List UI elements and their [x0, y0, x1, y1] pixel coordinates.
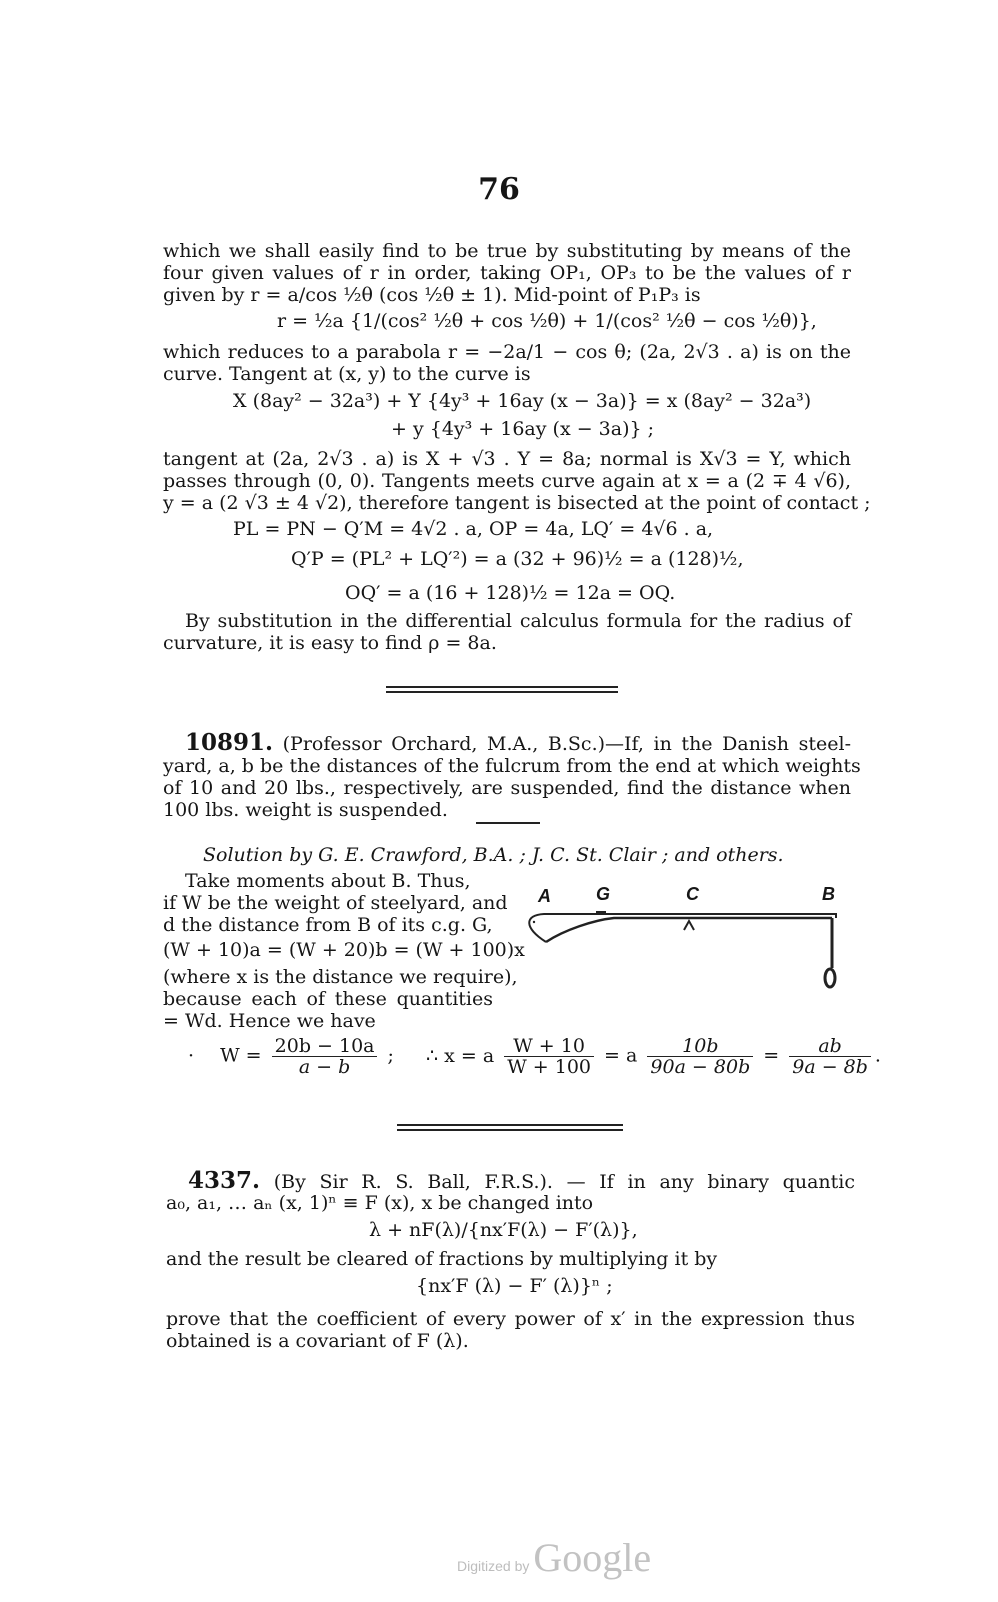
short-rule — [476, 822, 540, 824]
question-text: (Professor Orchard, M.A., B.Sc.)—If, in the Danish steel- — [282, 733, 851, 755]
equation: OQ′ = a (16 + 128)½ = 12a = OQ. — [345, 582, 676, 604]
equation: X (8ay² − 32a³) + Y {4y³ + 16ay (x − 3a)} = x (8ay² − 32a³) — [233, 390, 812, 412]
text-line: because each of these quantities — [163, 988, 493, 1010]
solution-credit: Solution by G. E. Crawford, B.A. ; J. C. St. Clair ; and others. — [203, 844, 784, 866]
equation: {nx′F (λ) − F′ (λ)}ⁿ ; — [416, 1275, 613, 1297]
fraction-1: $\frac{W + 10}{W + 100}$ — [504, 1036, 594, 1077]
equation: Q′P = (PL² + LQ′²) = a (32 + 96)½ = a (128)½, — [291, 548, 744, 570]
double-rule-bottom — [397, 1129, 623, 1131]
text-line: = Wd. Hence we have — [163, 1010, 376, 1032]
question-10891-heading — [185, 729, 851, 756]
label-b: B — [822, 884, 835, 904]
steelyard-figure — [524, 884, 876, 1030]
result-equation: · W = $\frac{20b - 10a}{a - b}$ ; ∴ x = a $\frac{W + 10}{W + 100}$ = a $\frac{10b}{90a - 80b}$ = $\frac{ab}{9a - 8b}$ . — [188, 1035, 881, 1078]
text-line: tangent at (2a, 2√3 . a) is X + √3 . Y = 8a; normal is X√3 = Y, which — [163, 448, 851, 470]
text-line: curve. Tangent at (x, y) to the curve is — [163, 363, 531, 385]
text-line: given by r = a/cos ½θ (cos ½θ ± 1). Mid-point of P₁P₃ is — [163, 284, 701, 306]
question-4337-heading — [188, 1167, 856, 1194]
page-number: 76 — [478, 172, 520, 207]
equation: (W + 10)a = (W + 20)b = (W + 100)x — [163, 939, 525, 961]
text-line: By substitution in the differential calculus formula for the radius of — [185, 610, 851, 632]
question-text: (By Sir R. S. Ball, F.R.S.). — If in any binary quantic — [273, 1171, 856, 1193]
w-lhs: W = — [220, 1044, 262, 1067]
text-line: of 10 and 20 lbs., respectively, are suspended, find the distance when — [163, 777, 851, 799]
equation: PL = PN − Q′M = 4√2 . a, OP = 4a, LQ′ = 4√6 . a, — [233, 518, 714, 540]
equation: + y {4y³ + 16ay (x − 3a)} ; — [391, 418, 655, 440]
double-rule-top — [397, 1124, 623, 1126]
text-line: a₀, a₁, … aₙ (x, 1)ⁿ ≡ F (x), x be changed into — [166, 1192, 594, 1214]
text-line: if W be the weight of steelyard, and — [163, 892, 508, 914]
text-line: which reduces to a parabola r = −2a/1 − cos θ; (2a, 2√3 . a) is on the — [163, 341, 851, 363]
text-line: obtained is a covariant of F (λ). — [166, 1330, 469, 1352]
text-line: yard, a, b be the distances of the fulcrum from the end at which weights — [163, 755, 861, 777]
fraction-3: $\frac{ab}{9a - 8b}$ — [789, 1036, 871, 1077]
text-line: 100 lbs. weight is suspended. — [163, 799, 448, 821]
text-line: Take moments about B. Thus, — [185, 870, 471, 892]
label-a: A — [538, 886, 551, 906]
text-line: d the distance from B of its c.g. G, — [163, 914, 493, 936]
label-c: C — [686, 884, 699, 904]
text-line: y = a (2 √3 ± 4 √2), therefore tangent is bisected at the point of contact ; — [163, 492, 871, 514]
label-g: G — [596, 884, 611, 904]
steelyard-drawing — [524, 900, 876, 1030]
double-rule-bottom — [386, 691, 618, 693]
fraction-2: $\frac{10b}{90a - 80b}$ — [647, 1036, 753, 1077]
equation: r = ½a {1/(cos² ½θ + cos ½θ) + 1/(cos² ½θ − cos ½θ)}, — [277, 310, 817, 332]
question-number: 4337. — [188, 1167, 261, 1194]
text-line: prove that the coefficient of every power of x′ in the expression thus — [166, 1308, 855, 1330]
text-line: passes through (0, 0). Tangents meets curve again at x = a (2 ∓ 4 √6), — [163, 470, 851, 492]
text-line: which we shall easily find to be true by substituting by means of the — [163, 240, 851, 262]
question-number: 10891. — [185, 729, 274, 756]
google-logo: Google — [533, 1535, 652, 1580]
text-line: and the result be cleared of fractions by multiplying it by — [166, 1248, 718, 1270]
double-rule-top — [386, 686, 618, 688]
equation: λ + nF(λ)/{nx′F(λ) − F′(λ)}, — [369, 1219, 638, 1241]
digitized-by-google-watermark: Digitized by Google — [457, 1535, 652, 1580]
therefore-x: ∴ x = a — [425, 1044, 495, 1067]
text-line: (where x is the distance we require), — [163, 966, 518, 988]
fraction-w: $\frac{20b - 10a}{a - b}$ — [272, 1036, 378, 1077]
text-line: curvature, it is easy to find ρ = 8a. — [163, 632, 497, 654]
text-line: four given values of r in order, taking OP₁, OP₃ to be the values of r — [163, 262, 851, 284]
